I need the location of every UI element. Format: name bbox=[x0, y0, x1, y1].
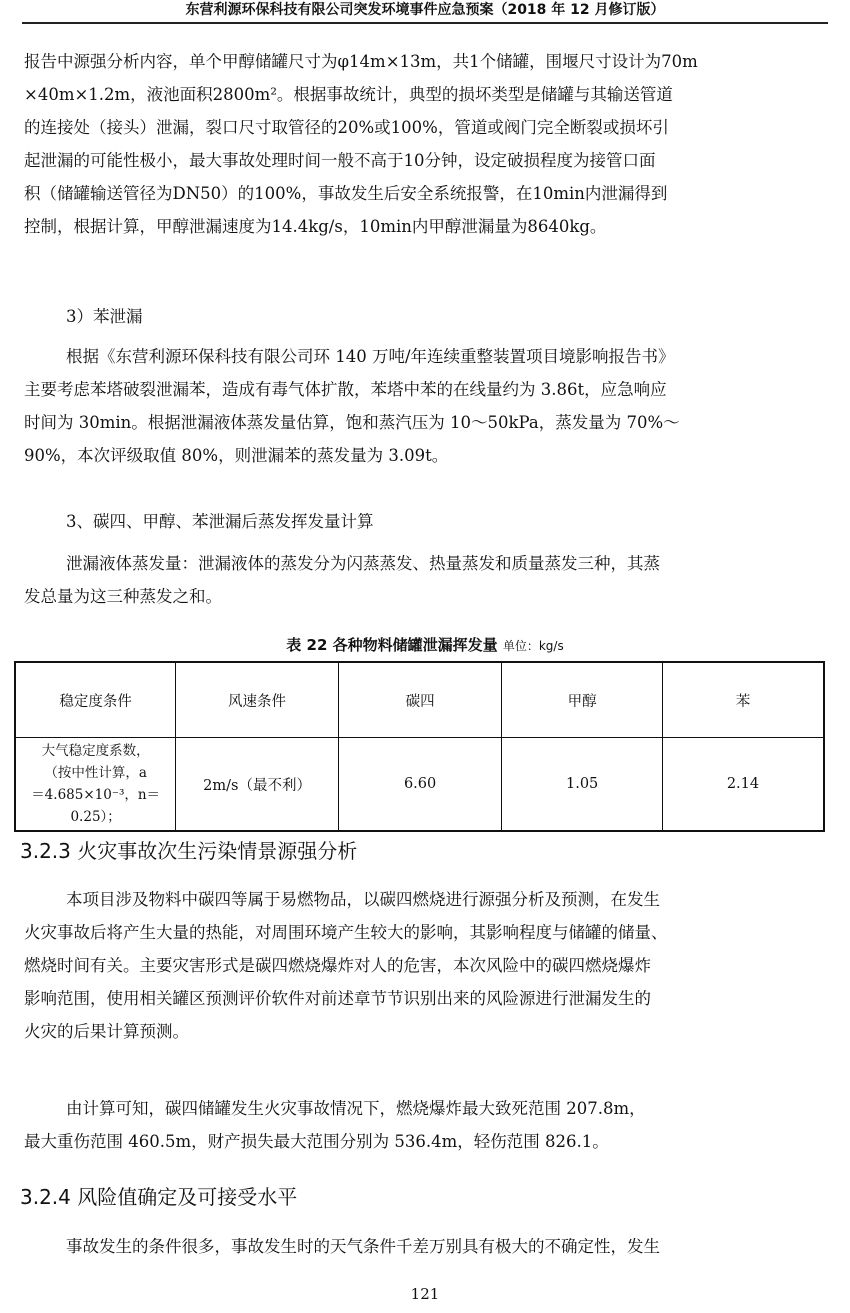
benzene-leak-heading bbox=[24, 300, 820, 333]
column-header: 甲醇 bbox=[502, 662, 663, 738]
benzene-leak-paragraph bbox=[24, 340, 820, 472]
benzene-value-cell: 2.14 bbox=[662, 738, 824, 832]
cell-line: 0.25）； bbox=[70, 809, 121, 825]
table-unit: 单位：kg/s bbox=[502, 639, 564, 653]
fire-analysis-paragraph bbox=[24, 883, 820, 1048]
evaporation-calc-heading bbox=[24, 505, 820, 538]
cell-line: ＝4.685×10⁻³，n＝ bbox=[31, 787, 161, 803]
text-line: 本项目涉及物料中碳四等属于易燃物品，以碳四燃烧进行源强分析及预测，在发生 bbox=[66, 890, 660, 909]
section-heading-3-2-4: 3.2.4 风险值确定及可接受水平 bbox=[20, 1185, 298, 1209]
text-line: 时间为 30min。根据泄漏液体蒸发量估算，饱和蒸汽压为 10～50kPa，蒸发量为 70%～ bbox=[24, 413, 680, 432]
text-line: 报告中源强分析内容，单个甲醇储罐尺寸为φ14m×13m，共1个储罐，围堰尺寸设计为70m bbox=[24, 52, 698, 71]
cell-line: （按中性计算，a bbox=[44, 765, 147, 781]
text-line: 的连接处（接头）泄漏，裂口尺寸取管径的20%或100%，管道或阀门完全断裂或损坏引 bbox=[24, 118, 669, 137]
column-header: 苯 bbox=[662, 662, 824, 738]
text-line: 泄漏液体蒸发量：泄漏液体的蒸发分为闪蒸蒸发、热量蒸发和质量蒸发三种，其蒸 bbox=[66, 554, 660, 573]
page-header: 东营利源环保科技有限公司突发环境事件应急预案（2018 年 12 月修订版） bbox=[22, 0, 828, 24]
cell-line: 大气稳定度系数， bbox=[41, 743, 150, 759]
text-line: 火灾事故后将产生大量的热能，对周围环境产生较大的影响，其影响程度与储罐的储量、 bbox=[24, 923, 668, 942]
table-title: 表 22 各种物料储罐泄漏挥发量 bbox=[286, 636, 498, 654]
methanol-value-cell: 1.05 bbox=[502, 738, 663, 832]
section-heading-3-2-3: 3.2.3 火灾事故次生污染情景源强分析 bbox=[20, 839, 358, 863]
page-number: 121 bbox=[410, 1285, 440, 1303]
text-line: 根据《东营利源环保科技有限公司环 140 万吨/年连续重整装置项目境影响报告书》 bbox=[66, 347, 675, 366]
text-line: 发总量为这三种蒸发之和。 bbox=[24, 587, 222, 606]
text-line: 积（储罐输送管径为DN50）的100%，事故发生后安全系统报警，在10min内泄漏得到 bbox=[24, 184, 668, 203]
text-line: ×40m×1.2m，液池面积2800m²。根据事故统计，典型的损坏类型是储罐与其输送管道 bbox=[24, 85, 673, 104]
evaporation-paragraph bbox=[24, 547, 820, 613]
subheading-text: 3）苯泄漏 bbox=[66, 307, 143, 326]
text-line: 影响范围，使用相关罐区预测评价软件对前述章节节识别出来的风险源进行泄漏发生的 bbox=[24, 989, 651, 1008]
table-row bbox=[15, 738, 824, 832]
subheading-text: 3、碳四、甲醇、苯泄漏后蒸发挥发量计算 bbox=[66, 512, 374, 531]
risk-paragraph bbox=[24, 1230, 820, 1263]
text-line: 火灾的后果计算预测。 bbox=[24, 1022, 189, 1041]
stability-condition-cell bbox=[15, 738, 176, 832]
methanol-leak-paragraph bbox=[24, 45, 820, 243]
fire-result-paragraph bbox=[24, 1092, 820, 1158]
volatilization-table bbox=[14, 661, 825, 832]
text-line: 燃烧时间有关。主要灾害形式是碳四燃烧爆炸对人的危害，本次风险中的碳四燃烧爆炸 bbox=[24, 956, 651, 975]
text-line: 由计算可知，碳四储罐发生火灾事故情况下，燃烧爆炸最大致死范围 207.8m， bbox=[66, 1099, 646, 1118]
text-line: 起泄漏的可能性极小，最大事故处理时间一般不高于10分钟，设定破损程度为接管口面 bbox=[24, 151, 656, 170]
column-header: 风速条件 bbox=[176, 662, 339, 738]
table-caption bbox=[0, 633, 850, 658]
text-line: 主要考虑苯塔破裂泄漏苯，造成有毒气体扩散，苯塔中苯的在线量约为 3.86t，应急响应 bbox=[24, 380, 667, 399]
c4-value-cell: 6.60 bbox=[338, 738, 502, 832]
text-line: 90%，本次评级取值 80%，则泄漏苯的蒸发量为 3.09t。 bbox=[24, 446, 449, 465]
text-line: 最大重伤范围 460.5m，财产损失最大范围分别为 536.4m，轻伤范围 826.1。 bbox=[24, 1132, 609, 1151]
table-header-row bbox=[15, 662, 824, 738]
column-header: 稳定度条件 bbox=[15, 662, 176, 738]
text-line: 控制，根据计算，甲醇泄漏速度为14.4kg/s，10min内甲醇泄漏量为8640kg。 bbox=[24, 217, 607, 236]
text-line: 事故发生的条件很多，事故发生时的天气条件千差万别具有极大的不确定性，发生 bbox=[66, 1237, 660, 1256]
wind-speed-cell: 2m/s（最不利） bbox=[176, 738, 339, 832]
column-header: 碳四 bbox=[338, 662, 502, 738]
